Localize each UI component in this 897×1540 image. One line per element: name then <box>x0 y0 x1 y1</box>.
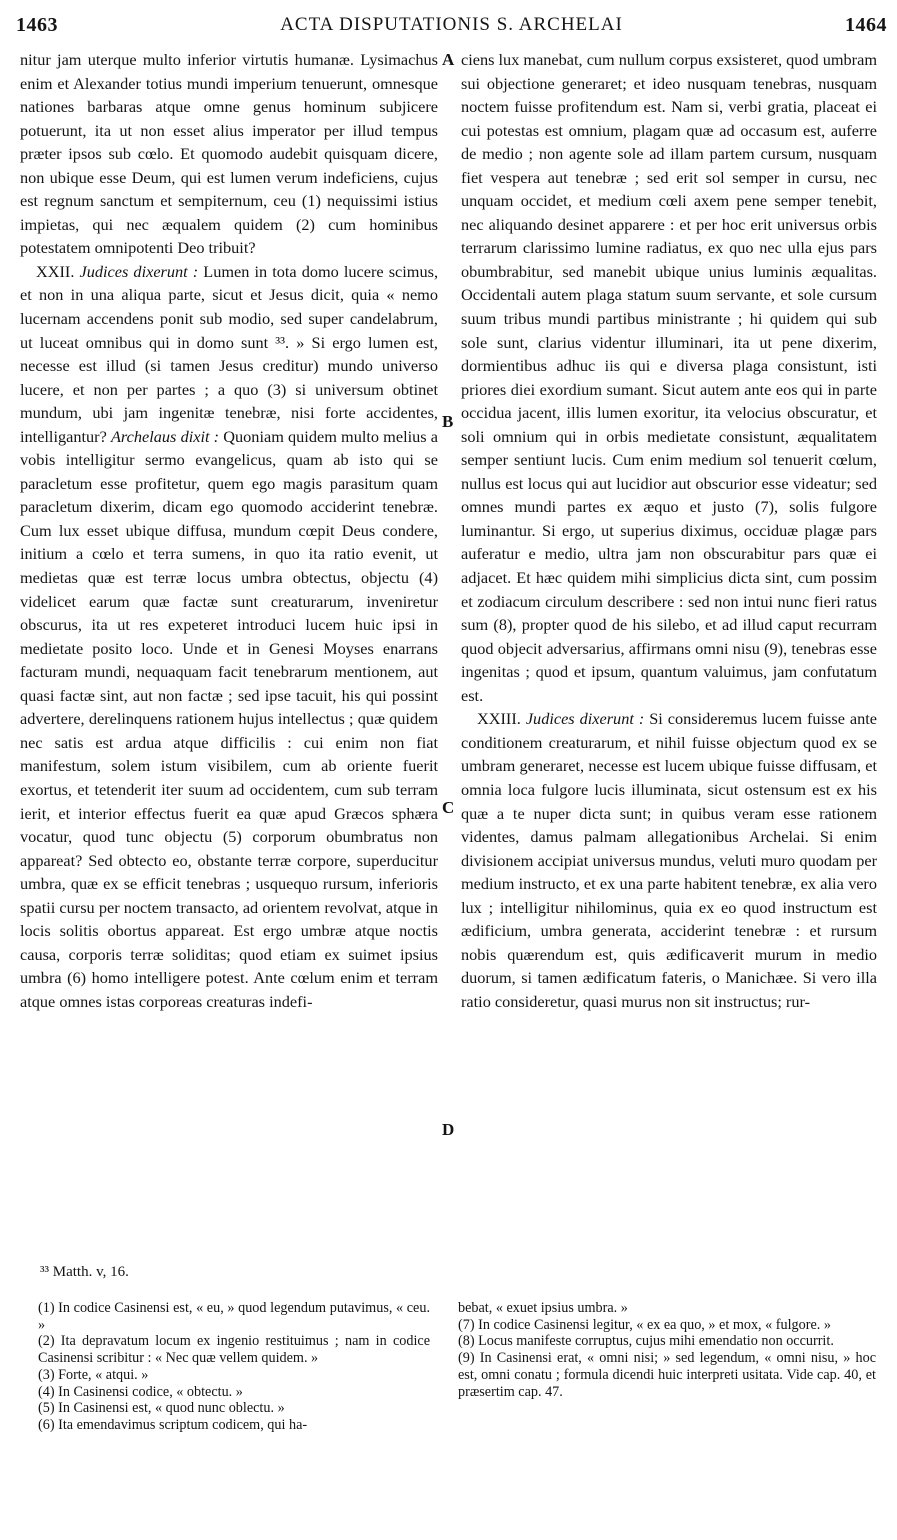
right-column <box>461 48 877 1013</box>
right-paragraph-2 <box>461 707 877 1013</box>
footnote-4: (4) In Casinensi codice, « obtectu. » <box>38 1383 243 1400</box>
running-header <box>16 8 887 42</box>
right-paragraph-1: ciens lux manebat, cum nullum corpus exsisteret, quod umbram sui objectione generaret; et ideo nusquam tenebras, nusquam noctem fuisse profitendum est. Nam si, verbi gratia, placeat ei cui potestas est omnium, plagam quæ ad occasum est, auferre de medio ; non agente sole ad illam partem cursum, nusquam fiet vespera aut tenebræ ; sed erit sol semper in cursu, nec unquam occidet, et medium cœli axem pene semper tenebit, nec aliquando desinet apparere : et per hoc erit universus orbis terrarum clarissimo lumine radiatus, ex quo nec ulla ejus pars obumbrabitur, sed manebit ubique unius luminis æqualitas. Occidentali autem plaga statum suum servante, et sole cursum suum tribus mundi partibus ministrante ; hi quidem qui sub sole sunt, clarius videntur illuminari, ita ut pene dixerim, dormientibus adhuc iis qui e diversa plaga consistunt, isti priores diei exordium sumant. Sicut autem ante eos qui in parte occidua jacent, illis lumen exoritur, ita velocius obscuratur, et soli omnium qui in orbis medietate consistunt, æqualitatem semper sentiunt lucis. Cum enim medium sol tenuerit cœlum, nullus est locus qui aut lucidior aut obscurior esse videatur; sed omnes mundi partes ex æquo et justo (7), solis fulgore luminantur. Si ergo, ut superius diximus, occiduæ plagæ pars auferatur e medio, ultra jam non obscurabitur pars quæ ei adjacet. Et hæc quidem mihi simplicius dicta sint, cum possim et zodiacum circulum describere : sed non intui nunc fieri ratus sum (8), propter quod de his silebo, et ad illud caput recurram quod objecit adversarius, affirmans omni nisu (9), tenebras esse ingenitas ; quod et ipsum, quantum valuimus, jam confutatum est. <box>461 50 877 705</box>
footnote-9: (9) In Casinensi erat, « omni nisi; » sed legendum, « omni nisu, » hoc est, omni conatu ; formula dicendi huic interpreti usitata. Vide cap. 40, et præsertim cap. 47. <box>458 1350 876 1400</box>
section-number-xxii: XXII. <box>36 261 75 281</box>
page-number-left: 1463 <box>16 13 58 36</box>
margin-marker-d: D <box>442 1120 455 1139</box>
right-paragraph-2-text: Si consideremus lucem fuisse ante conditionem creaturarum, et nihil fuisse objectum quod ex se umbram generaret, necesse est lucem ubique fuisse diffusam, et omnia loca fulgore lucis illuminata, sicut ostensum est ex his quæ a te nuper dicta sunt; in quibus veram esse rationem videntes, damus palmam allegationibus Archelai. Si enim divisionem accipiat universus mundus, veluti muro quodam per medium instructo, et ex una parte habitent tenebræ, ex alia vero lux ; intelligitur nihilominus, quia ex eo quod instructum est ædificium, umbra generata, acciderint tenebræ : et rursum nobis quærendum est, quis ædificaverit murum in medio duorum, si tamen ædificatum fateris, o Manichæe. Si vero illa ratio consideretur, quasi murus non sit instructus; rur- <box>461 709 878 1011</box>
left-paragraph-2-text: Lumen in tota domo lucere scimus, et non in una aliqua parte, sicut et Jesus dicit, quia « nemo lucernam accendens ponit sub modio, sed super candelabrum, ut luceat omnibus qui in domo sunt ³³. » Si ergo lumen est, necesse est illud (si tamen Jesus creditur) mundo universo lucere, et non per partes ; a quo (3) si universum obtinet mundum, ubi jam ingenitæ tenebræ, nisi forte accidentes, intelligantur? <box>20 261 439 446</box>
footnote-1: (1) In codice Casinensi est, « eu, » quod legendum putavimus, « ceu. » <box>38 1300 430 1333</box>
judices-label-2: Judices dixerunt : <box>525 709 645 729</box>
margin-marker-c: C <box>442 798 455 817</box>
footnote-3: (3) Forte, « atqui. » <box>38 1366 149 1383</box>
footnotes-left <box>38 1300 430 1434</box>
left-paragraph-2-rest: Quoniam quidem multo melius a vobis intelligitur sermo evangelicus, quam ab isto qui se paracletum esse profitetur, quem ego magis parasitum quam paracletum dixerim, dicam ego quomodo acciderint tenebræ. Cum lux esset ubique diffusa, mundum cœpit Deus condere, initium a cœlo et terra sumens, in quo ita ratio evenit, ut medietas quæ est terræ locus umbra obtectus, objectu (4) videlicet earum quæ factæ sunt creaturarum, inveniretur obscurus, ita ut res expeteret introduci lucem huic ipsi in medietate posito loco. Unde et in Genesi Moyses enarrans facturam mundi, nequaquam facit tenebrarum mentionem, aut quasi factæ sint, aut non factæ ; sed ipse tacuit, his qui possint advertere, derelinquens rationem hujus intellectus ; quæ quidem nec satis est ardua atque difficilis : cui enim non fiat manifestum, solem istum visibilem, cum ab oriente fuerit exortus, et tetenderit iter suum ad occidentem, cum sub terram ierit, et interior effectus fuerit ea quæ apud Græcos sphæra vocatur, quod tunc objectu (5) corporum obumbratus non appareat? Sed obtecto eo, obstante terræ corpore, superducitur umbra, quæ ex se efficit tenebras ; usquequo rursum, inferioris spatii cursu per noctem transacto, ad orientem revolvat, atque in locis solitis obortus appareat. Est ergo umbræ atque noctis causa, corporis terræ soliditas; quod etiam ex suimet ipsius umbra (6) homo intelligere potest. Ante cœlum enim et terram atque omnes istas corporeas creaturas indefi- <box>20 426 438 1011</box>
footnote-8: (8) Locus manifeste corruptus, cujus mihi emendatio non occurrit. <box>458 1333 834 1350</box>
footnote-5: (5) In Casinensi est, « quod nunc oblectu. » <box>38 1400 285 1417</box>
scripture-reference: ³³ Matth. v, 16. <box>40 1264 129 1280</box>
page-number-right: 1464 <box>845 13 887 36</box>
footnote-7: (7) In codice Casinensi legitur, « ex ea quo, » et mox, « fulgore. » <box>458 1316 831 1333</box>
section-number-xxiii: XXIII. <box>477 709 521 729</box>
footnotes-right <box>458 1300 876 1400</box>
margin-marker-a: A <box>442 50 455 69</box>
footnote-6-continued: bebat, « exuet ipsius umbra. » <box>458 1300 628 1316</box>
left-column <box>20 48 438 1013</box>
footnote-6: (6) Ita emendavimus scriptum codicem, qui ha- <box>38 1416 308 1433</box>
margin-marker-b: B <box>442 412 454 431</box>
archelaus-label: Archelaus dixit : <box>110 426 220 446</box>
judices-label: Judices dixerunt : <box>79 261 199 281</box>
left-paragraph-2 <box>20 260 438 1014</box>
left-paragraph-1: nitur jam uterque multo inferior virtutis humanæ. Lysimachus enim et Alexander totius mundi imperium tenuerunt, omnesque nationes barbaras atque omne genus hominum subjicere potuerunt, ita ut non esset alius imperator per illud tempus præter ipsos sub cœlo. Et quomodo audebit quisquam dicere, non ubique esse Deum, qui est lumen verum indeficiens, cujus est regnum sanctum et sempiternum, ceu (1) nequissimi istius impietas, qui nec æqualem quidem (2) cum hominibus potestatem omnipotenti Deo tribuit? <box>20 50 438 258</box>
running-title: ACTA DISPUTATIONIS S. ARCHELAI <box>280 14 623 35</box>
footnote-2: (2) Ita depravatum locum ex ingenio restituimus ; nam in codice Casinensi scribitur : « Nec quæ vellem quidem. » <box>38 1333 430 1367</box>
